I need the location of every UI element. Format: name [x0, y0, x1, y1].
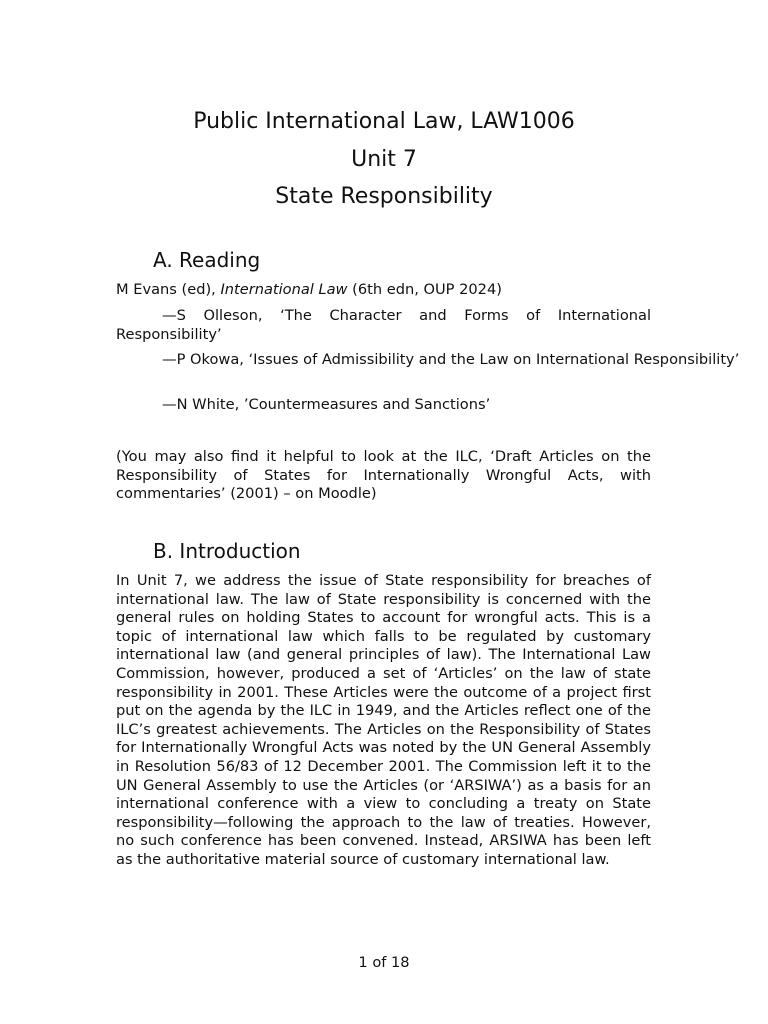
citation-book-title: International Law — [220, 281, 348, 298]
unit-title: State Responsibility — [275, 184, 493, 209]
citation-author: M Evans (ed), — [116, 281, 221, 298]
citation-edition: (6th edn, OUP 2024) — [347, 281, 502, 298]
reading-item-olleson: —S Olleson, ‘The Character and Forms of International Responsibility’ — [116, 307, 651, 343]
reading-item-white: —N White, ’Countermeasures and Sanctions’ — [162, 396, 491, 413]
page-number: 1 of 18 — [358, 954, 410, 971]
reading-note: (You may also find it helpful to look at the ILC, ‘Draft Articles on the Responsibility of States for Internationally Wrongful Acts, with commentaries’ (2001) – on Moodle) — [116, 448, 651, 503]
document-title: Public International Law, LAW1006 — [193, 109, 575, 134]
reading-item-okowa: —P Okowa, ‘Issues of Admissibility and the Law on International Responsibility’ — [162, 351, 740, 368]
reading-citation — [116, 281, 651, 300]
section-b-heading: B. Introduction — [153, 539, 301, 563]
unit-number: Unit 7 — [351, 147, 417, 172]
section-a-heading: A. Reading — [153, 248, 261, 272]
introduction-paragraph: In Unit 7, we address the issue of State responsibility for breaches of international law. The law of State responsibility is concerned with the general rules on holding States to account for wrongful acts. This is a topic of international law which falls to be regulated by customary international law (and general principles of law). The International Law Commission, however, produced a set of ‘Articles’ on the law of state responsibility in 2001. These Articles were the outcome of a project first put on the agenda by the ILC in 1949, and the Articles reflect one of the ILC’s greatest achievements. The Articles on the Responsibility of States for Internationally Wrongful Acts was noted by the UN General Assembly in Resolution 56/83 of 12 December 2001. The Commission left it to the UN General Assembly to use the Articles (or ‘ARSIWA’) as a basis for an international conference with a view to concluding a treaty on State responsibility—following the approach to the law of treaties. However, no such conference has been convened. Instead, ARSIWA has been left as the authoritative material source of customary international law. — [116, 572, 651, 868]
